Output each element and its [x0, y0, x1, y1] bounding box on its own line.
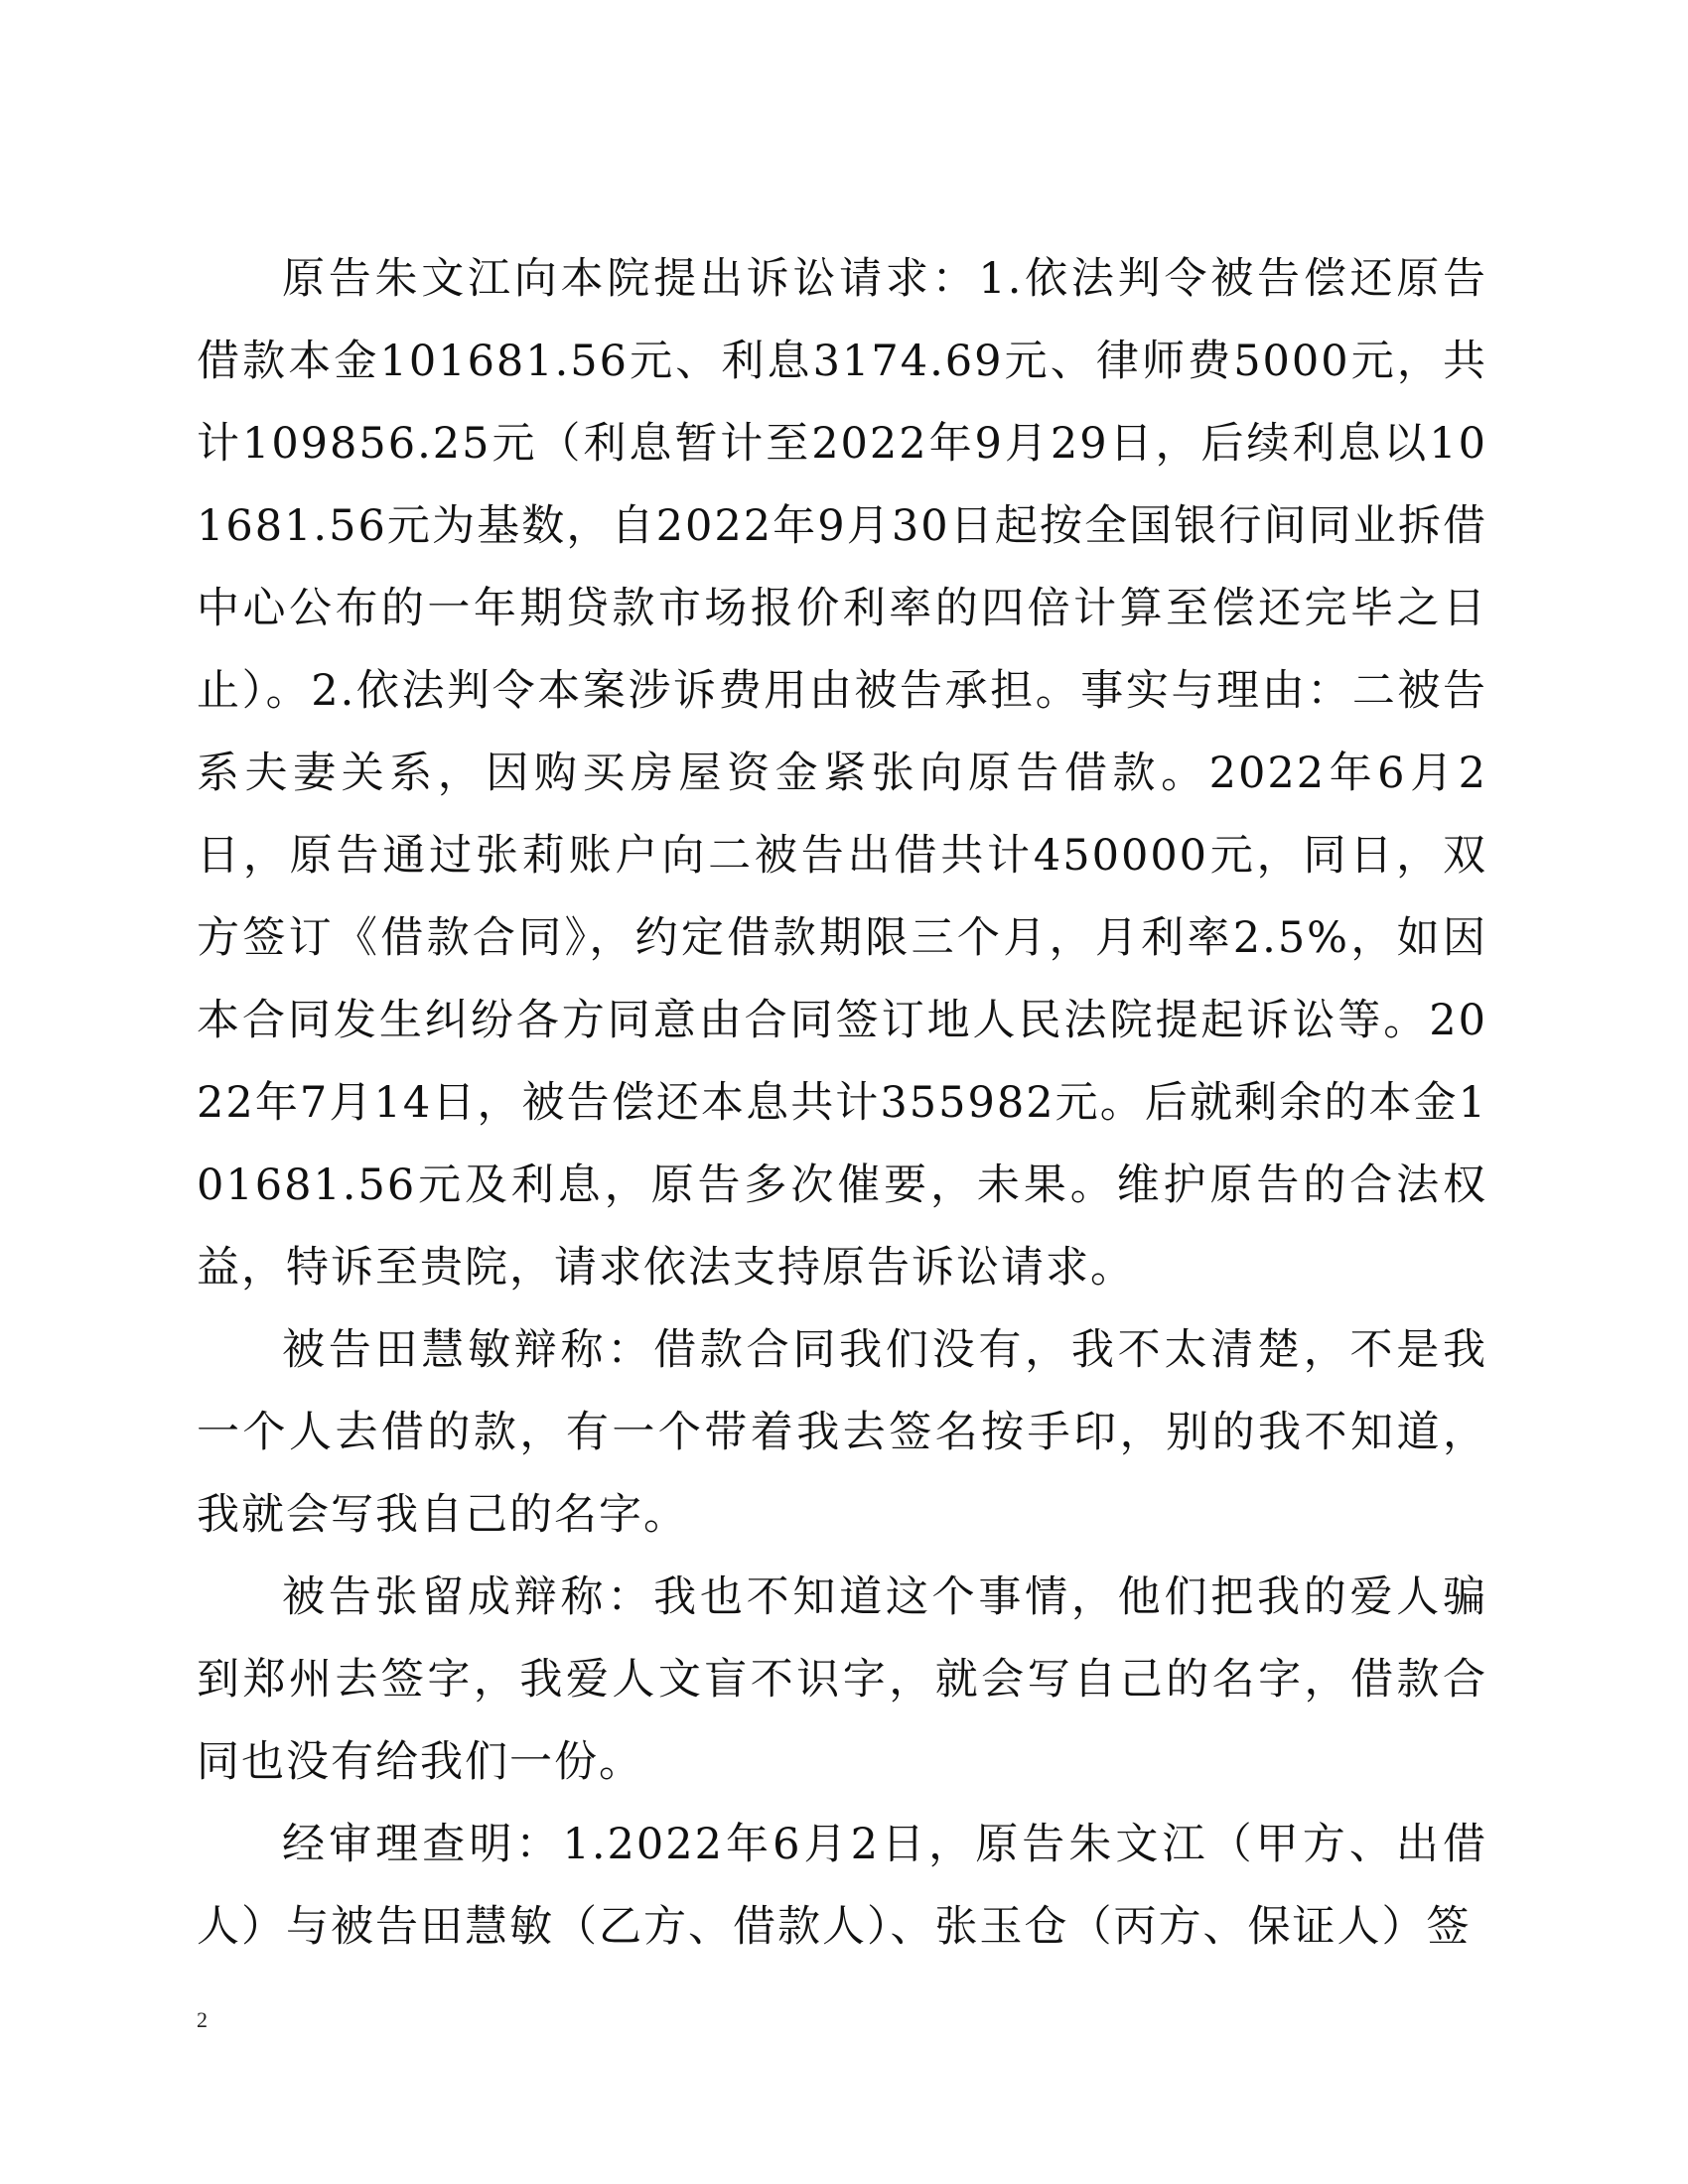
paragraph-findings: 经审理查明：1.2022年6月2日，原告朱文江（甲方、出借人）与被告田慧敏（乙方、借款人）、张玉仓（丙方、保证人）签	[197, 1820, 1487, 1952]
paragraph-defendant-zhang-defense: 被告张留成辩称：我也不知道这个事情，他们把我的爱人骗到郑州去签字，我爱人文盲不识字，就会写自己的名字，借款合同也没有给我们一份。	[197, 1572, 1487, 1787]
page-number: 2	[197, 2007, 208, 2032]
document-body	[197, 238, 1487, 1969]
paragraph-plaintiff-claim: 原告朱文江向本院提出诉讼请求：1.依法判令被告偿还原告借款本金101681.56元、利息3174.69元、律师费5000元，共计109856.25元（利息暂计至2022年9月29日，后续利息以101681.56元为基数，自2022年9月30日起按全国银行间同业拆借中心公布的一年期贷款市场报价利率的四倍计算至偿还完毕之日止）。2.依法判令本案涉诉费用由被告承担。事实与理由：二被告系夫妻关系，因购买房屋资金紧张向原告借款。2022年6月2日，原告通过张莉账户向二被告出借共计450000元，同日，双方签订《借款合同》，约定借款期限三个月，月利率2.5%，如因本合同发生纠纷各方同意由合同签订地人民法院提起诉讼等。2022年7月14日，被告偿还本息共计355982元。后就剩余的本金101681.56元及利息，原告多次催要，未果。维护原告的合法权益，特诉至贵院，请求依法支持原告诉讼请求。	[197, 254, 1487, 1293]
paragraph-defendant-tian-defense: 被告田慧敏辩称：借款合同我们没有，我不太清楚，不是我一个人去借的款，有一个带着我去签名按手印，别的我不知道，我就会写我自己的名字。	[197, 1325, 1487, 1540]
